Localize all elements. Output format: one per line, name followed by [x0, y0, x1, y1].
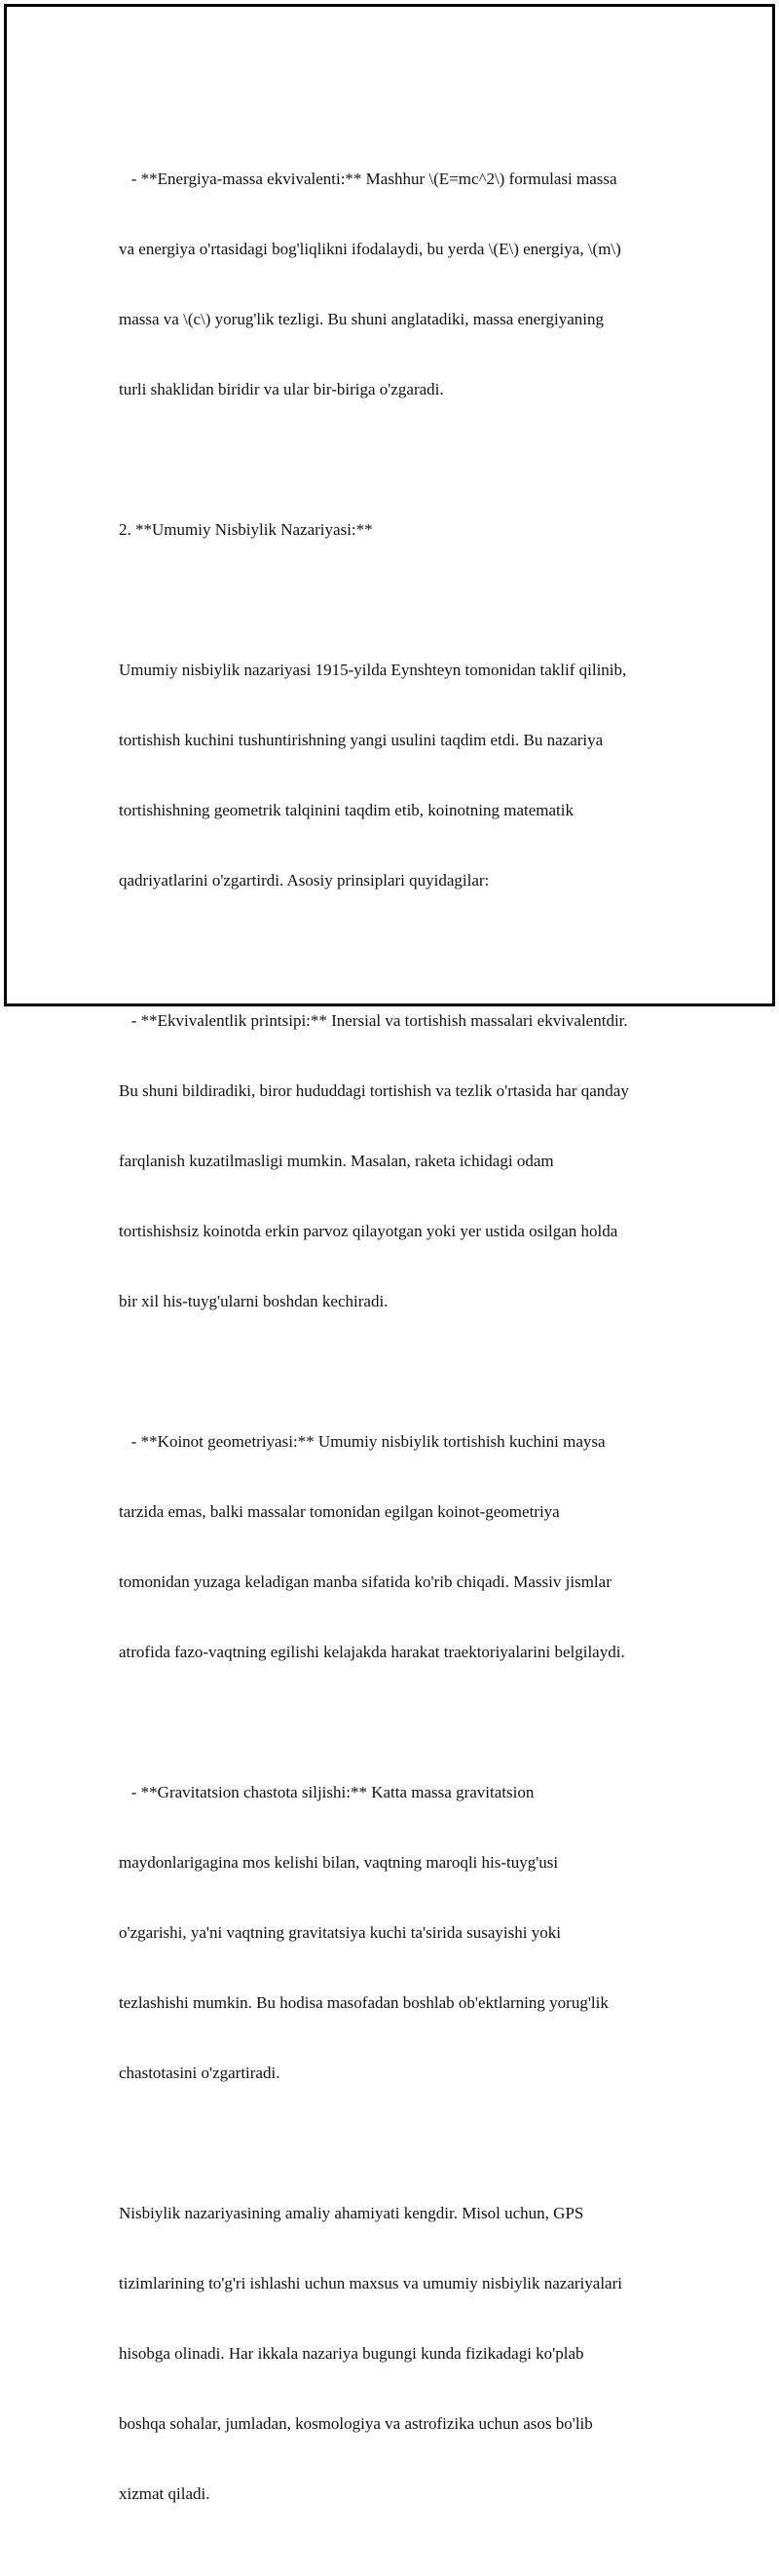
text-line: qadriyatlarini o'zgartirdi. Asosiy prinsiplari quyidagilar: [119, 871, 490, 890]
paragraph-practical-significance [119, 2155, 693, 2553]
text-line: tortishishning geometrik talqinini taqdim etib, koinotning matematik [119, 801, 574, 819]
text-line: Nisbiylik nazariyasining amaliy ahamiyati kengdir. Misol uchun, GPS [119, 2204, 584, 2222]
text-line: tizimlarining to'g'ri ishlashi uchun maxsus va umumiy nisbiylik nazariyalari [119, 2274, 622, 2292]
text-line: xizmat qiladi. [119, 2484, 210, 2503]
text-line: Umumiy nisbiylik nazariyasi 1915-yilda Eynshteyn tomonidan taklif qilinib, [119, 661, 627, 679]
text-line: boshqa sohalar, jumladan, kosmologiya va astrofizika uchun asos bo'lib [119, 2414, 593, 2433]
paragraph-energy-mass [119, 121, 693, 448]
section-heading-general-relativity [119, 472, 693, 588]
paragraph-general-relativity-intro [119, 612, 693, 939]
text-line: - **Koinot geometriyasi:** Umumiy nisbiylik tortishish kuchini maysa [119, 1432, 606, 1451]
text-line: - **Ekvivalentlik printsipi:** Inersial va tortishish massalari ekvivalentdir. [119, 1011, 628, 1030]
text-line: o'zgarishi, ya'ni vaqtning gravitatsiya kuchi ta'sirida susayishi yoki [119, 1923, 561, 1942]
text-line: tortishishsiz koinotda erkin parvoz qilayotgan yoki yer ustida osilgan holda [119, 1222, 618, 1240]
text-line: tarzida emas, balki massalar tomonidan egilgan koinot-geometriya [119, 1502, 560, 1521]
text-line: chastotasini o'zgartiradi. [119, 2064, 280, 2082]
text-line: hisobga olinadi. Har ikkala nazariya bugungi kunda fizikadagi ko'plab [119, 2344, 584, 2363]
page-frame [4, 4, 775, 2503]
text-line: bir xil his-tuyg'ularni boshdan kechiradi. [119, 1292, 389, 1310]
text-line: - **Gravitatsion chastota siljishi:** Katta massa gravitatsion [119, 1783, 535, 1801]
text-line: maydonlarigagina mos kelishi bilan, vaqtning maroqli his-tuyg'usi [119, 1853, 559, 1872]
heading-line: 2. **Umumiy Nisbiylik Nazariyasi:** [119, 520, 373, 539]
paragraph-equivalence-principle [119, 963, 693, 1360]
document-body [119, 121, 693, 2576]
text-line: tezlashishi mumkin. Bu hodisa masofadan boshlab ob'ektlarning yorug'lik [119, 1993, 609, 2012]
text-line: tortishish kuchini tushuntirishning yangi usulini taqdim etdi. Bu nazariya [119, 731, 604, 749]
text-line: atrofida fazo-vaqtning egilishi kelajakda harakat traektoriyalarini belgilaydi. [119, 1643, 625, 1661]
text-line: tomonidan yuzaga keladigan manba sifatida ko'rib chiqadi. Massiv jismlar [119, 1572, 612, 1591]
text-line: - **Energiya-massa ekvivalenti:** Mashhur \(E=mc^2\) formulasi massa [119, 170, 617, 188]
paragraph-gravitational-shift [119, 1734, 693, 2132]
text-line: farqlanish kuzatilmasligi mumkin. Masalan, raketa ichidagi odam [119, 1152, 554, 1170]
text-line: massa va \(c\) yorug'lik tezligi. Bu shuni anglatadiki, massa energiyaning [119, 310, 604, 328]
text-line: Bu shuni bildiradiki, biror hududdagi tortishish va tezlik o'rtasida har qanday [119, 1081, 629, 1100]
paragraph-space-geometry [119, 1383, 693, 1711]
text-line: turli shaklidan biridir va ular bir-biriga o'zgaradi. [119, 380, 444, 398]
text-line: va energiya o'rtasidagi bog'liqlikni ifodalaydi, bu yerda \(E\) energiya, \(m\) [119, 240, 621, 258]
